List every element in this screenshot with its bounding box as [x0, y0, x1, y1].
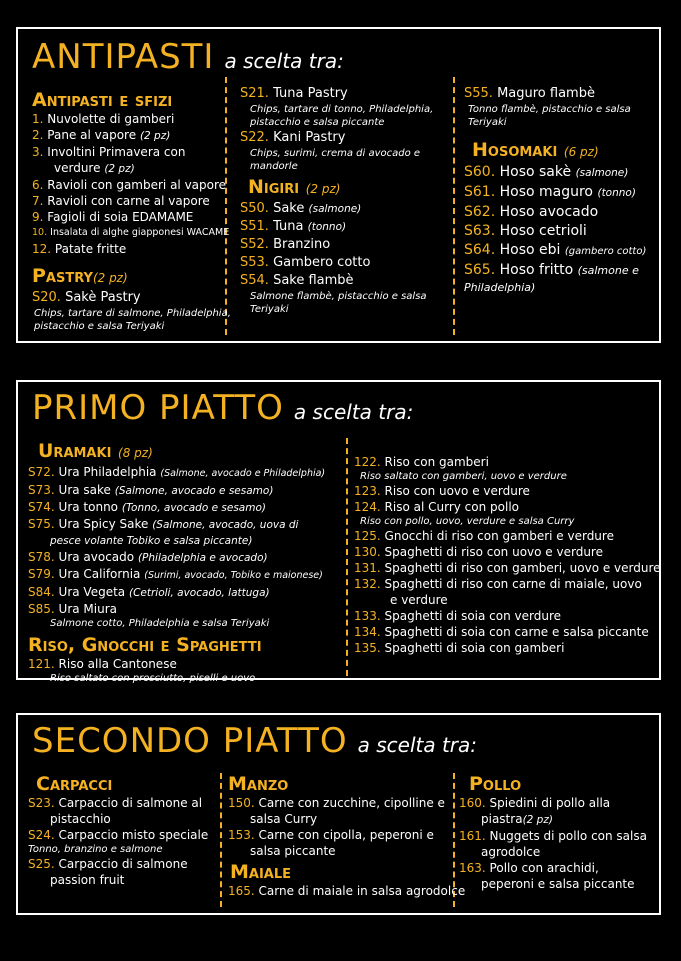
list-item: S23. Carpaccio di salmone al: [28, 796, 203, 810]
column-divider: [453, 77, 455, 335]
list-item: S78. Ura avocado (Philadelphia e avocado): [28, 550, 268, 564]
carpacci-heading: Carpacci: [36, 773, 113, 795]
list-item: 130. Spaghetti di riso con uovo e verdure: [354, 545, 603, 559]
list-item-cont: e verdure: [390, 593, 448, 607]
list-item: S72. Ura Philadelphia (Salmone, avocado e Philadelphia): [28, 465, 326, 479]
pastry-heading: Pastry(2 pz): [32, 265, 128, 287]
list-item: S63. Hoso cetrioli: [464, 223, 587, 239]
item-description: Riso con pollo, uovo, verdure e salsa Curry: [360, 516, 575, 527]
list-item: S52. Branzino: [240, 237, 331, 252]
list-item: 133. Spaghetti di soia con verdure: [354, 609, 562, 623]
list-item: S50. Sake (salmone): [240, 201, 362, 216]
list-item: S53. Gambero cotto: [240, 255, 371, 270]
column-divider: [225, 77, 227, 335]
list-item-cont: peperoni e salsa piccante: [481, 877, 635, 891]
list-item: 132. Spaghetti di riso con carne di maiale, uovo: [354, 577, 642, 591]
list-item: S64. Hoso ebi (gambero cotto): [464, 242, 647, 258]
list-item: S60. Hoso sakè (salmone): [464, 164, 629, 180]
list-item: 161. Nuggets di pollo con salsa: [459, 829, 647, 843]
secondo-col-1: [28, 773, 216, 888]
pollo-heading: Pollo: [469, 773, 522, 795]
antipasti-sfizi-heading: Antipasti e sfizi: [32, 89, 173, 111]
list-item: S21. Tuna Pastry: [240, 86, 348, 101]
antipasti-section: [16, 27, 661, 343]
antipasti-col-1: [32, 89, 231, 333]
list-item: 134. Spaghetti di soia con carne e salsa piccante: [354, 625, 649, 639]
secondo-col-3: [459, 773, 657, 892]
list-item-cont: pistacchio: [50, 812, 111, 826]
list-item: 1. Nuvolette di gamberi: [32, 112, 175, 126]
item-description: mandorle: [250, 161, 298, 172]
manzo-heading: Manzo: [228, 773, 289, 795]
list-item: S55. Maguro flambè: [464, 86, 595, 101]
primo-title: [32, 388, 413, 428]
list-item: 163. Pollo con arachidi,: [459, 861, 599, 875]
column-divider: [346, 438, 348, 676]
list-item: S25. Carpaccio di salmone: [28, 857, 188, 871]
secondo-section: [16, 713, 661, 915]
list-item: 2. Pane al vapore (2 pz): [32, 128, 171, 142]
list-item: 150. Carne con zucchine, cipolline e: [228, 796, 445, 810]
hosomaki-heading: Hosomaki (6 pz): [472, 139, 599, 161]
section-subtitle: a scelta tra:: [357, 733, 478, 757]
list-item: S61. Hoso maguro (tonno): [464, 184, 636, 200]
section-subtitle: a scelta tra:: [293, 400, 414, 424]
list-item: 7. Ravioli con carne al vapore: [32, 194, 210, 208]
list-item: 121. Riso alla Cantonese: [28, 657, 177, 671]
maiale-heading: Maiale: [230, 861, 292, 883]
item-description: Teriyaki: [468, 117, 507, 128]
list-item: 6. Ravioli con gamberi al vapore: [32, 178, 227, 192]
list-item: 131. Spaghetti di riso con gamberi, uovo e verdure: [354, 561, 661, 575]
list-item-cont: piastra(2 pz): [481, 812, 553, 826]
item-description: Chips, surimi, crema di avocado e: [250, 148, 421, 159]
list-item: 12. Patate fritte: [32, 242, 127, 256]
antipasti-col-3: [464, 85, 660, 296]
section-title: SECONDO PIATTO: [32, 721, 348, 761]
list-item: S24. Carpaccio misto speciale: [28, 828, 209, 842]
item-description: Salmone flambè, pistacchio e salsa: [250, 291, 427, 302]
primo-section: [16, 380, 661, 684]
item-description: Chips, tartare di tonno, Philadelphia,: [250, 104, 434, 115]
list-item: S20. Sakè Pastry: [32, 290, 141, 305]
section-title: ANTIPASTI: [32, 37, 215, 77]
list-item-cont: pesce volante Tobiko e salsa piccante): [50, 535, 253, 547]
list-item: S84. Ura Vegeta (Cetrioli, avocado, lattuga): [28, 585, 270, 599]
list-item-cont: salsa Curry: [250, 812, 318, 826]
list-item: 125. Gnocchi di riso con gamberi e verdure: [354, 529, 614, 543]
item-description: Teriyaki: [250, 304, 289, 315]
column-divider: [220, 773, 222, 907]
list-item: S51. Tuna (tonno): [240, 219, 347, 234]
list-item: S54. Sake flambè: [240, 273, 354, 288]
list-item: S62. Hoso avocado: [464, 204, 599, 220]
item-description: Chips, tartare di salmone, Philadelphia,: [34, 308, 231, 319]
secondo-title: [32, 721, 477, 761]
list-item-cont: verdure (2 pz): [54, 161, 135, 175]
list-item-cont: salsa piccante: [250, 844, 336, 858]
list-item: 165. Carne di maiale in salsa agrodolce: [228, 884, 466, 898]
item-description: Tonno flambè, pistacchio e salsa: [468, 104, 631, 115]
list-item: S85. Ura Miura: [28, 602, 117, 616]
list-item: 123. Riso con uovo e verdure: [354, 484, 530, 498]
list-item: 153. Carne con cipolla, peperoni e: [228, 828, 434, 842]
riso-heading: Riso, Gnocchi e Spaghetti: [28, 634, 262, 656]
list-item-cont: Philadelphia): [464, 281, 536, 294]
list-item: 135. Spaghetti di soia con gamberi: [354, 641, 565, 655]
secondo-col-2: [228, 773, 466, 899]
list-item-cont: agrodolce: [481, 845, 541, 859]
list-item-cont: passion fruit: [50, 873, 125, 887]
item-description: Riso saltato con prosciutto, piselli e uovo: [50, 673, 256, 684]
antipasti-col-2: [240, 85, 450, 316]
item-description: Salmone cotto, Philadelphia e salsa Teriyaki: [50, 618, 270, 629]
list-item: 122. Riso con gamberi: [354, 455, 489, 469]
item-description: pistacchio e salsa Teriyaki: [34, 321, 165, 332]
list-item: 10. Insalata di alghe giapponesi WACAME: [32, 227, 230, 238]
section-title: PRIMO PIATTO: [32, 388, 284, 428]
list-item: 9. Fagioli di soia EDAMAME: [32, 210, 194, 224]
primo-col-2: [354, 454, 660, 656]
list-item: S75. Ura Spicy Sake (Salmone, avocado, uova di: [28, 517, 299, 531]
list-item: 160. Spiedini di pollo alla: [459, 796, 611, 810]
list-item: S65. Hoso fritto (salmone e: [464, 262, 639, 278]
list-item: S74. Ura tonno (Tonno, avocado e sesamo): [28, 500, 266, 514]
list-item: S73. Ura sake (Salmone, avocado e sesamo): [28, 483, 274, 497]
nigiri-heading: Nigiri (2 pz): [248, 176, 341, 198]
list-item: 124. Riso al Curry con pollo: [354, 500, 520, 514]
item-description: Riso saltato con gamberi, uovo e verdure: [360, 471, 567, 482]
antipasti-title: [32, 37, 344, 77]
item-description: pistacchio e salsa piccante: [250, 117, 385, 128]
list-item: S79. Ura California (Surimi, avocado, Tobiko e maionese): [28, 567, 323, 581]
item-description: Tonno, branzino e salmone: [28, 844, 163, 855]
uramaki-heading: Uramaki (8 pz): [38, 440, 153, 462]
primo-col-1: [28, 440, 344, 685]
list-item: S22. Kani Pastry: [240, 130, 346, 145]
list-item: 3. Involtini Primavera con: [32, 145, 186, 159]
section-subtitle: a scelta tra:: [224, 49, 344, 73]
